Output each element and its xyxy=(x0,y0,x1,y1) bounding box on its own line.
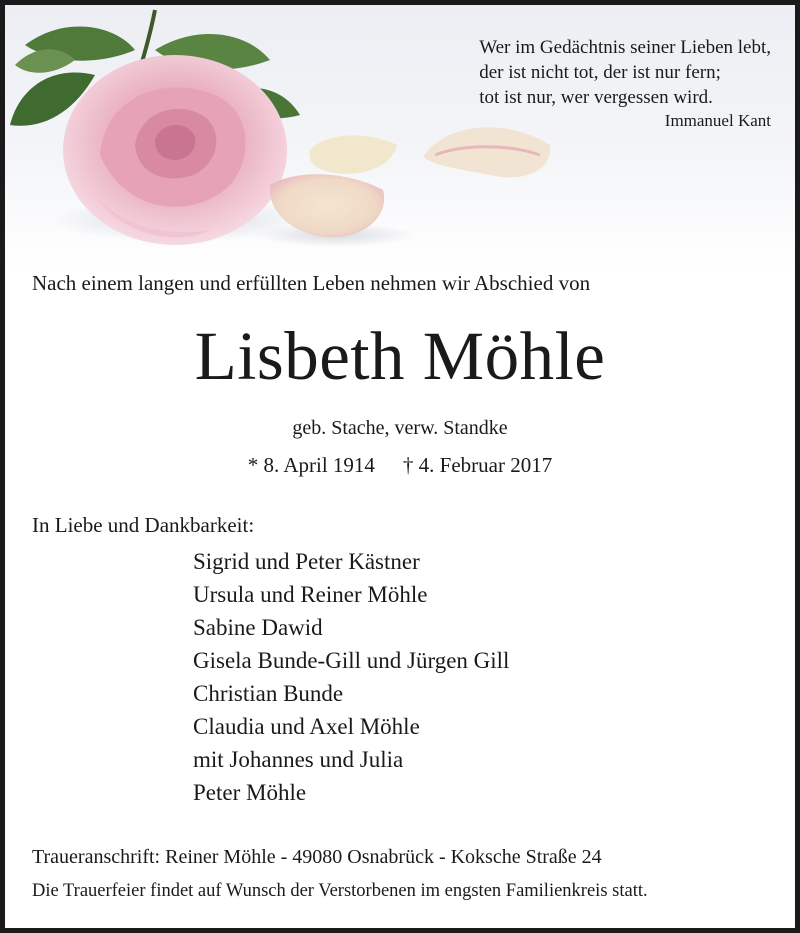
maiden-name: geb. Stache, verw. Standke xyxy=(292,417,508,439)
birth-date: * 8. April 1914 xyxy=(247,453,375,477)
quote-line: Wer im Gedächtnis seiner Lieben lebt, xyxy=(479,37,771,58)
funeral-note: Die Trauerfeier findet auf Wunsch der Verstorbenen im engsten Familienkreis statt. xyxy=(32,881,648,901)
mourners-list xyxy=(193,545,509,809)
mourner: Claudia und Axel Möhle xyxy=(193,714,420,739)
quote-author: Immanuel Kant xyxy=(664,111,771,130)
death-date: † 4. Februar 2017 xyxy=(402,453,553,477)
mourner: Peter Möhle xyxy=(193,780,307,805)
mourner: Sabine Dawid xyxy=(193,615,323,640)
mourning-address: Traueranschrift: Reiner Möhle - 49080 Osnabrück - Koksche Straße 24 xyxy=(32,846,602,868)
mourner: mit Johannes und Julia xyxy=(193,747,404,772)
mourner: Sigrid und Peter Kästner xyxy=(193,549,420,574)
deceased-name: Lisbeth Möhle xyxy=(194,318,606,394)
gratitude-line: In Liebe und Dankbarkeit: xyxy=(32,513,255,537)
mourner: Gisela Bunde-Gill und Jürgen Gill xyxy=(193,648,510,673)
quote xyxy=(479,35,771,133)
life-dates xyxy=(5,453,795,478)
mourner: Ursula und Reiner Möhle xyxy=(193,582,428,607)
quote-line: der ist nicht tot, der ist nur fern; xyxy=(479,62,721,83)
intro-text: Nach einem langen und erfüllten Leben nehmen wir Abschied von xyxy=(32,271,591,295)
quote-line: tot ist nur, wer vergessen wird. xyxy=(479,87,713,108)
mourner: Christian Bunde xyxy=(193,681,344,706)
